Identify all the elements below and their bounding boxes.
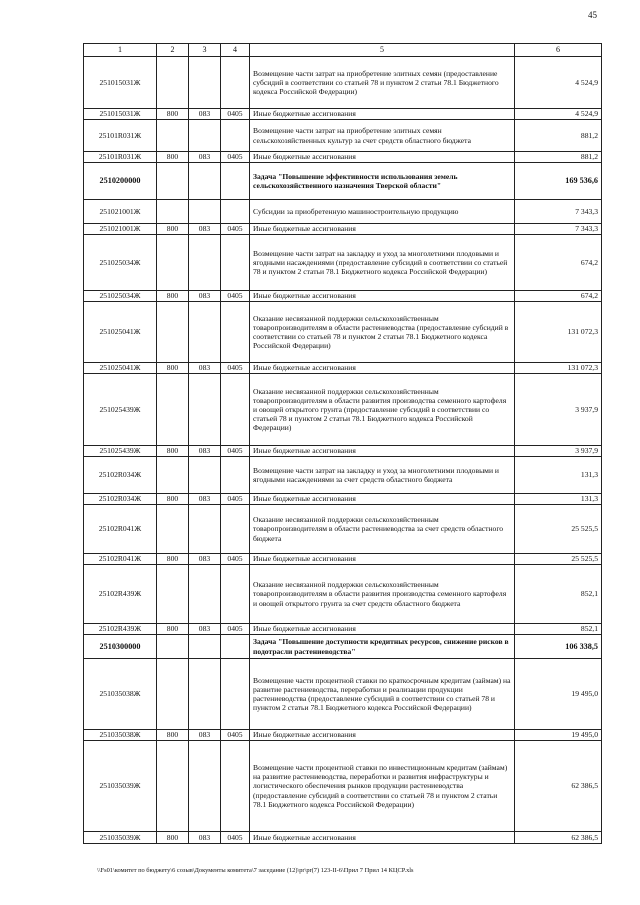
section-cell: 800 xyxy=(157,494,189,505)
name-cell: Оказание несвязанной поддержки сельскохозяйственным товаропроизводителям в области развития производства семенного картофеля и овощей открытого грунта за счет средств областного бюджета xyxy=(250,565,515,624)
expense-type-cell: 0405 xyxy=(221,494,250,505)
name-cell: Оказание несвязанной поддержки сельскохозяйственным товаропроизводителям в области развития производства семенного картофеля и овощей открытого грунта (предоставление субсидий в соответствии со статьей 78 и пунктом 2 статьи 78.1 Бюджетного кодекса Российской Федерации) xyxy=(250,374,515,446)
section-cell xyxy=(157,565,189,624)
subsection-cell: 083 xyxy=(189,291,221,302)
table-row xyxy=(84,565,602,624)
code-cell: 251035039Ж xyxy=(84,741,157,832)
code-cell: 251035038Ж xyxy=(84,659,157,730)
name-cell: Оказание несвязанной поддержки сельскохозяйственным товаропроизводителям в области растениеводства за счет средств областного бюджета xyxy=(250,505,515,554)
section-cell xyxy=(157,659,189,730)
code-cell: 251035039Ж xyxy=(84,832,157,844)
code-cell: 25102R439Ж xyxy=(84,565,157,624)
header-cell: 4 xyxy=(221,44,250,57)
expense-type-cell: 0405 xyxy=(221,730,250,741)
name-cell: Задача "Повышение эффективности использования земель сельскохозяйственного назначения Тверской области" xyxy=(250,163,515,200)
name-cell: Возмещение части процентной ставки по инвестиционным кредитам (займам) на развитие растениеводства, переработки и развития инфраструктуры и логистического обеспечения рынков продукции растениеводства (предоставление субсидий в соответствии со статьей 78 и пунктом 2 статьи 78.1 Бюджетного кодекса Российской Федерации) xyxy=(250,741,515,832)
amount-cell: 4 524,9 xyxy=(515,109,602,120)
amount-cell: 881,2 xyxy=(515,120,602,152)
code-cell: 25102R041Ж xyxy=(84,554,157,565)
expense-type-cell xyxy=(221,457,250,494)
expense-type-cell xyxy=(221,57,250,109)
name-cell: Иные бюджетные ассигнования xyxy=(250,152,515,163)
table-row xyxy=(84,624,602,635)
subsection-cell xyxy=(189,741,221,832)
name-cell: Возмещение части затрат на приобретение элитных семян сельскохозяйственных культур за счет средств областного бюджета xyxy=(250,120,515,152)
subsection-cell xyxy=(189,200,221,224)
name-cell: Субсидии за приобретенную машиностроительную продукцию xyxy=(250,200,515,224)
code-cell: 251021001Ж xyxy=(84,200,157,224)
section-cell xyxy=(157,635,189,659)
expense-type-cell: 0405 xyxy=(221,363,250,374)
section-cell: 800 xyxy=(157,832,189,844)
code-cell: 251025034Ж xyxy=(84,235,157,291)
code-cell: 25101R031Ж xyxy=(84,120,157,152)
section-cell: 800 xyxy=(157,224,189,235)
expense-type-cell: 0405 xyxy=(221,446,250,457)
amount-cell: 852,1 xyxy=(515,565,602,624)
code-cell: 2510300000 xyxy=(84,635,157,659)
amount-cell: 25 525,5 xyxy=(515,554,602,565)
name-cell: Иные бюджетные ассигнования xyxy=(250,291,515,302)
code-cell: 251015031Ж xyxy=(84,109,157,120)
section-cell: 800 xyxy=(157,363,189,374)
header-cell: 1 xyxy=(84,44,157,57)
section-cell: 800 xyxy=(157,730,189,741)
task-row xyxy=(84,635,602,659)
table-row xyxy=(84,730,602,741)
section-cell xyxy=(157,57,189,109)
amount-cell: 131,3 xyxy=(515,494,602,505)
section-cell: 800 xyxy=(157,291,189,302)
expense-type-cell: 0405 xyxy=(221,554,250,565)
table-row xyxy=(84,505,602,554)
section-cell: 800 xyxy=(157,446,189,457)
table-row xyxy=(84,109,602,120)
table-row xyxy=(84,832,602,844)
subsection-cell: 083 xyxy=(189,109,221,120)
expense-type-cell xyxy=(221,635,250,659)
table-body xyxy=(84,57,602,844)
amount-cell: 7 343,3 xyxy=(515,224,602,235)
subsection-cell: 083 xyxy=(189,494,221,505)
code-cell: 25101R031Ж xyxy=(84,152,157,163)
amount-cell: 674,2 xyxy=(515,291,602,302)
section-cell xyxy=(157,302,189,363)
amount-cell: 3 937,9 xyxy=(515,446,602,457)
section-cell xyxy=(157,374,189,446)
code-cell: 251035038Ж xyxy=(84,730,157,741)
expense-type-cell xyxy=(221,235,250,291)
expense-type-cell: 0405 xyxy=(221,152,250,163)
page-number: 45 xyxy=(588,10,597,20)
subsection-cell: 083 xyxy=(189,624,221,635)
expense-type-cell xyxy=(221,302,250,363)
table-row xyxy=(84,741,602,832)
expense-type-cell: 0405 xyxy=(221,291,250,302)
amount-cell: 62 386,5 xyxy=(515,741,602,832)
name-cell: Иные бюджетные ассигнования xyxy=(250,730,515,741)
code-cell: 251025439Ж xyxy=(84,446,157,457)
expense-type-cell: 0405 xyxy=(221,832,250,844)
section-cell: 800 xyxy=(157,109,189,120)
section-cell xyxy=(157,200,189,224)
name-cell: Иные бюджетные ассигнования xyxy=(250,624,515,635)
header-cell: 6 xyxy=(515,44,602,57)
code-cell: 25102R439Ж xyxy=(84,624,157,635)
expense-type-cell xyxy=(221,505,250,554)
subsection-cell xyxy=(189,374,221,446)
code-cell: 25102R034Ж xyxy=(84,457,157,494)
amount-cell: 852,1 xyxy=(515,624,602,635)
code-cell: 251025439Ж xyxy=(84,374,157,446)
subsection-cell: 083 xyxy=(189,446,221,457)
expense-type-cell xyxy=(221,120,250,152)
table-row xyxy=(84,224,602,235)
table-row xyxy=(84,457,602,494)
section-cell: 800 xyxy=(157,152,189,163)
subsection-cell xyxy=(189,659,221,730)
code-cell: 251025034Ж xyxy=(84,291,157,302)
code-cell: 251021001Ж xyxy=(84,224,157,235)
amount-cell: 131,3 xyxy=(515,457,602,494)
subsection-cell xyxy=(189,57,221,109)
subsection-cell xyxy=(189,235,221,291)
name-cell: Иные бюджетные ассигнования xyxy=(250,363,515,374)
table-row xyxy=(84,494,602,505)
name-cell: Возмещение части процентной ставки по краткосрочным кредитам (займам) на развитие растениеводства, переработки и реализации продукции растениеводства (предоставление субсидий в соответствии со статьей 78 и пунктом 2 статьи 78.1 Бюджетного кодекса Российской Федерации) xyxy=(250,659,515,730)
subsection-cell xyxy=(189,457,221,494)
amount-cell: 7 343,3 xyxy=(515,200,602,224)
amount-cell: 62 386,5 xyxy=(515,832,602,844)
amount-cell: 19 495,0 xyxy=(515,659,602,730)
budget-table xyxy=(83,43,602,844)
name-cell: Оказание несвязанной поддержки сельскохозяйственным товаропроизводителям в области растениеводства (предоставление субсидий в соответствии со статьей 78 и пунктом 2 статьи 78.1 Бюджетного кодекса Российской Федерации) xyxy=(250,302,515,363)
subsection-cell: 083 xyxy=(189,832,221,844)
table-header-row xyxy=(84,44,602,57)
section-cell xyxy=(157,120,189,152)
subsection-cell xyxy=(189,302,221,363)
expense-type-cell xyxy=(221,659,250,730)
code-cell: 251015031Ж xyxy=(84,57,157,109)
amount-cell: 169 536,6 xyxy=(515,163,602,200)
amount-cell: 674,2 xyxy=(515,235,602,291)
name-cell: Иные бюджетные ассигнования xyxy=(250,494,515,505)
name-cell: Иные бюджетные ассигнования xyxy=(250,109,515,120)
table-row xyxy=(84,200,602,224)
expense-type-cell xyxy=(221,374,250,446)
amount-cell: 4 524,9 xyxy=(515,57,602,109)
name-cell: Возмещение части затрат на закладку и уход за многолетними плодовыми и ягодными насаждениями (предоставление субсидий в соответствии со статьей 78 и пунктом 2 статьи 78.1 Бюджетного кодекса Российской Федерации) xyxy=(250,235,515,291)
amount-cell: 881,2 xyxy=(515,152,602,163)
name-cell: Задача "Повышение доступности кредитных ресурсов, снижение рисков в подотрасли растениеводства" xyxy=(250,635,515,659)
code-cell: 25102R034Ж xyxy=(84,494,157,505)
subsection-cell xyxy=(189,163,221,200)
task-row xyxy=(84,163,602,200)
subsection-cell: 083 xyxy=(189,224,221,235)
header-cell: 2 xyxy=(157,44,189,57)
amount-cell: 131 072,3 xyxy=(515,363,602,374)
section-cell xyxy=(157,741,189,832)
amount-cell: 19 495,0 xyxy=(515,730,602,741)
expense-type-cell xyxy=(221,741,250,832)
name-cell: Иные бюджетные ассигнования xyxy=(250,446,515,457)
table-row xyxy=(84,235,602,291)
expense-type-cell xyxy=(221,200,250,224)
name-cell: Возмещение части затрат на закладку и уход за многолетними плодовыми и ягодными насаждениями за счет средств областного бюджета xyxy=(250,457,515,494)
subsection-cell: 083 xyxy=(189,152,221,163)
table-row xyxy=(84,363,602,374)
code-cell: 25102R041Ж xyxy=(84,505,157,554)
table-row xyxy=(84,291,602,302)
section-cell xyxy=(157,457,189,494)
amount-cell: 131 072,3 xyxy=(515,302,602,363)
code-cell: 251025041Ж xyxy=(84,302,157,363)
name-cell: Иные бюджетные ассигнования xyxy=(250,832,515,844)
section-cell: 800 xyxy=(157,554,189,565)
code-cell: 2510200000 xyxy=(84,163,157,200)
table-row xyxy=(84,302,602,363)
subsection-cell xyxy=(189,565,221,624)
table-row xyxy=(84,374,602,446)
amount-cell: 106 338,5 xyxy=(515,635,602,659)
amount-cell: 3 937,9 xyxy=(515,374,602,446)
footer-file-path: \\Fs01\комитет по бюджету\6 созыв\Документы комитета\7 заседание (12)\pr\pr(7) 123-II-6\Прил 7 Прил 14 КЦСР.xls xyxy=(97,867,414,874)
code-cell: 251025041Ж xyxy=(84,363,157,374)
subsection-cell: 083 xyxy=(189,730,221,741)
name-cell: Иные бюджетные ассигнования xyxy=(250,554,515,565)
section-cell xyxy=(157,235,189,291)
table-row xyxy=(84,57,602,109)
name-cell: Иные бюджетные ассигнования xyxy=(250,224,515,235)
amount-cell: 25 525,5 xyxy=(515,505,602,554)
expense-type-cell: 0405 xyxy=(221,224,250,235)
header-cell: 3 xyxy=(189,44,221,57)
expense-type-cell: 0405 xyxy=(221,109,250,120)
table-row xyxy=(84,120,602,152)
subsection-cell xyxy=(189,120,221,152)
expense-type-cell: 0405 xyxy=(221,624,250,635)
subsection-cell xyxy=(189,635,221,659)
expense-type-cell xyxy=(221,565,250,624)
expense-type-cell xyxy=(221,163,250,200)
section-cell xyxy=(157,163,189,200)
header-cell: 5 xyxy=(250,44,515,57)
section-cell xyxy=(157,505,189,554)
subsection-cell: 083 xyxy=(189,554,221,565)
table-row xyxy=(84,446,602,457)
section-cell: 800 xyxy=(157,624,189,635)
name-cell: Возмещение части затрат на приобретение элитных семян (предоставление субсидий в соответствии со статьей 78 и пунктом 2 статьи 78.1 Бюджетного кодекса Российской Федерации) xyxy=(250,57,515,109)
table-row xyxy=(84,659,602,730)
subsection-cell: 083 xyxy=(189,363,221,374)
table-row xyxy=(84,152,602,163)
table-row xyxy=(84,554,602,565)
subsection-cell xyxy=(189,505,221,554)
